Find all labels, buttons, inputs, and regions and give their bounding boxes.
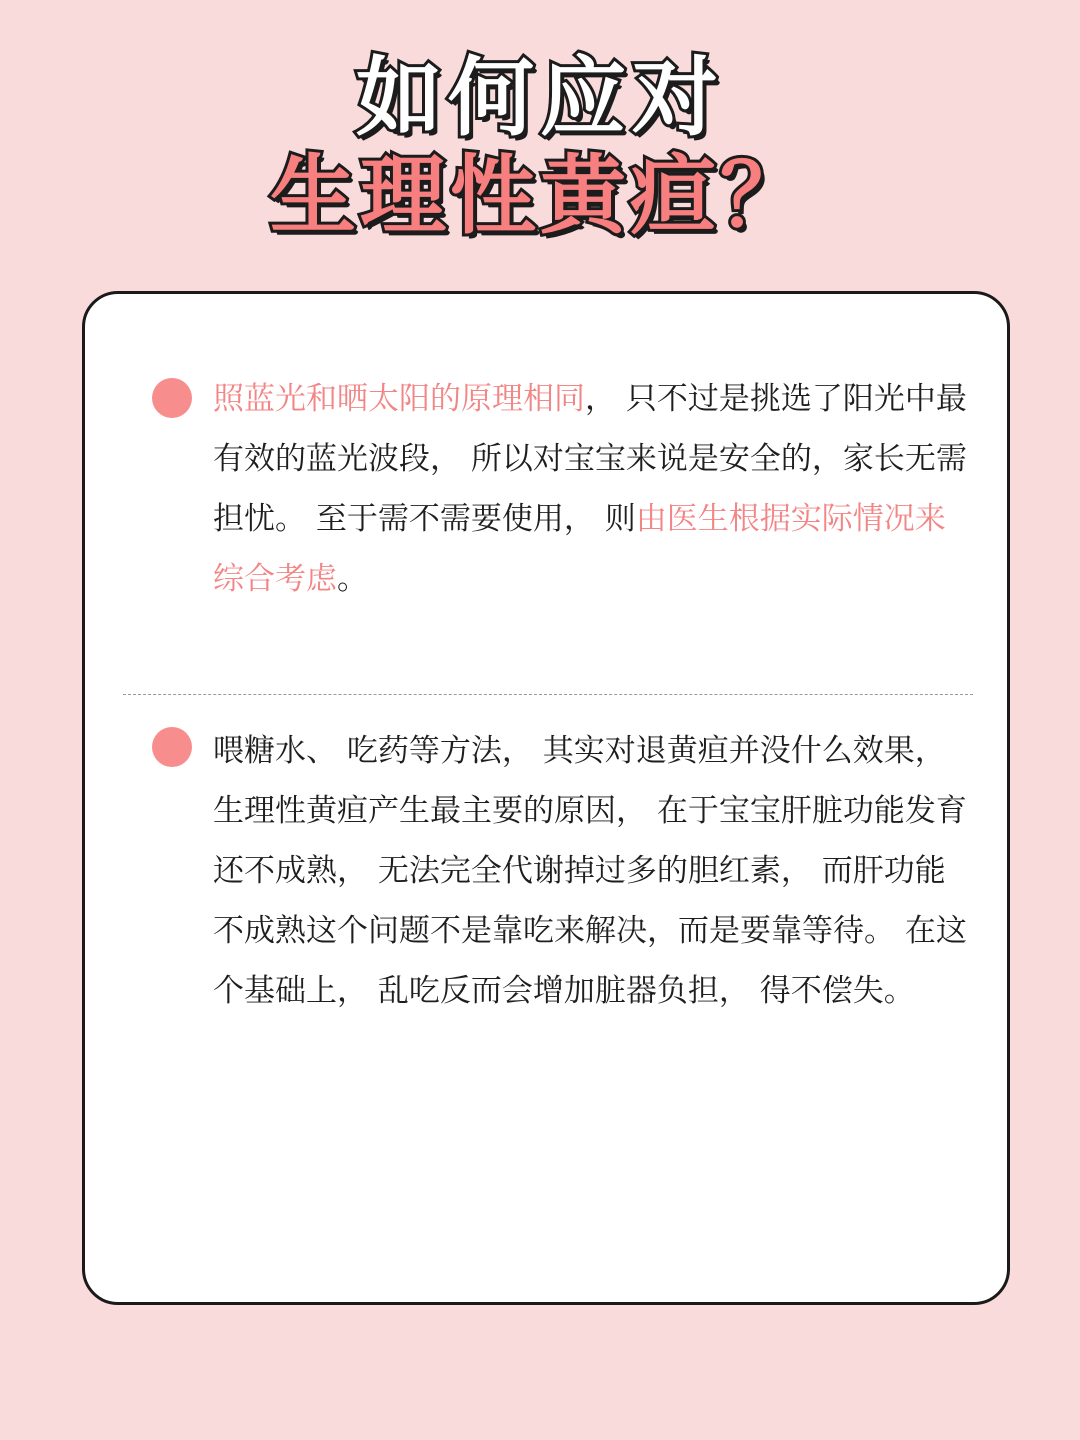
- content-card: [82, 291, 1010, 1305]
- title-line-1: 如何应对: [356, 48, 724, 148]
- paragraph-blue-light: [213, 369, 973, 609]
- highlight-text: 照蓝光和晒太阳的原理相同: [213, 381, 585, 417]
- body-text: 。: [337, 561, 368, 597]
- dashed-divider: [123, 694, 973, 695]
- paragraph-sugar-water: 喂糖水、 吃药等方法， 其实对退黄疸并没什么效果， 生理性黄疸产生最主要的原因， 在于宝宝肝脏功能发育还不成熟， 无法完全代谢掉过多的胆红素， 而肝功能不成熟这个问题不是靠吃来解决，而是要靠等待。 在这个基础上， 乱吃反而会增加脏器负担， 得不偿失。: [213, 733, 967, 1009]
- title-line-2: 生理性黄疸？: [270, 146, 810, 246]
- bullet-dot-icon: [152, 727, 192, 767]
- body-text: ， 只不过是挑选了阳光中最有效的蓝光波段， 所以对宝宝来说是安全的，家长无需担忧。 至于需不需要使用， 则: [213, 381, 967, 537]
- bullet-dot-icon: [152, 378, 192, 418]
- highlight-text: 由医生根据实际情况来综合考虑: [213, 501, 946, 597]
